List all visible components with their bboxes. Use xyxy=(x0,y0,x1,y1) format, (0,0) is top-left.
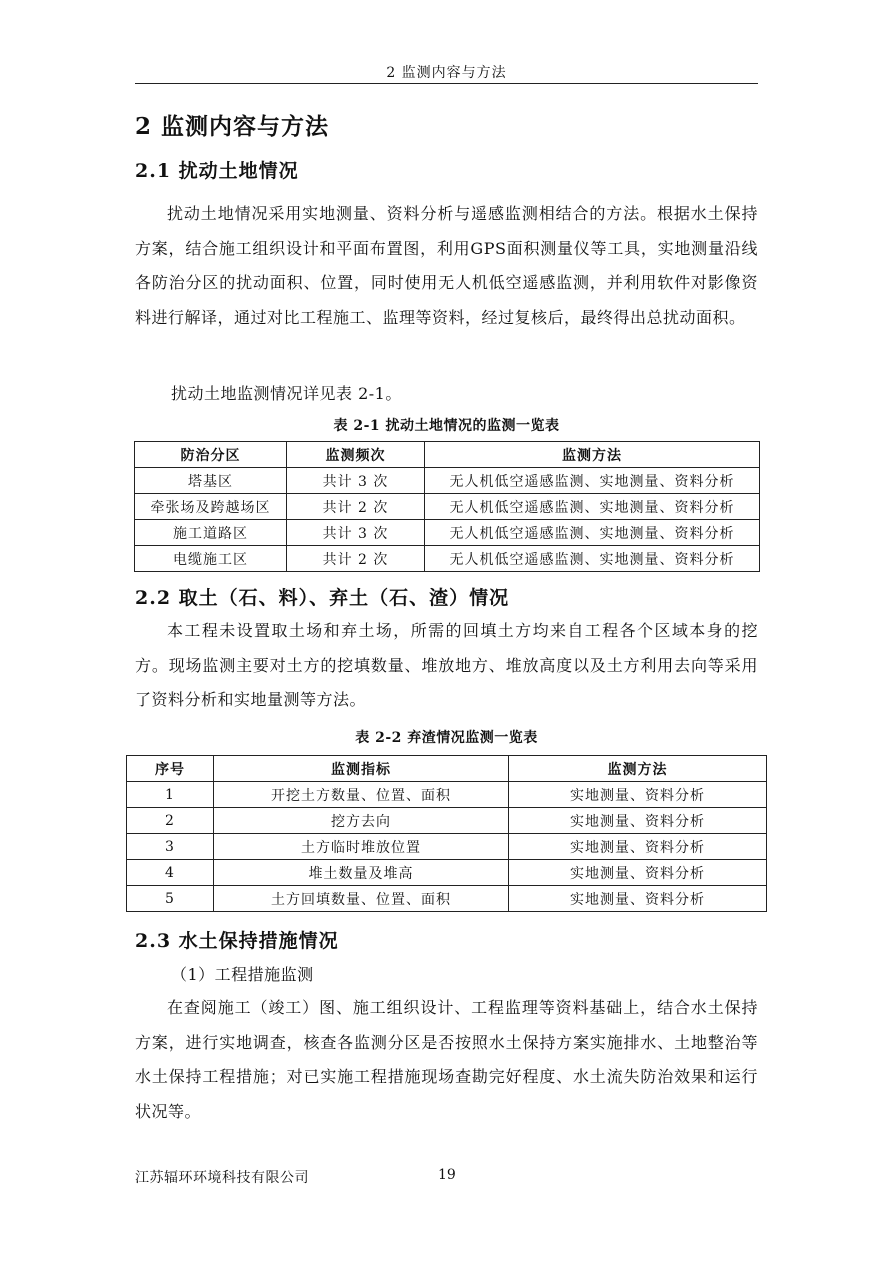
running-header: 2 监测内容与方法 xyxy=(386,65,507,81)
table-row xyxy=(135,494,760,520)
table-cell: 2 xyxy=(127,808,214,834)
table-cell: 电缆施工区 xyxy=(135,546,287,572)
table-cell: 共计 2 次 xyxy=(287,494,425,520)
footer-company: 江苏辐环环境科技有限公司 xyxy=(135,1170,309,1186)
table-header-row xyxy=(127,756,767,782)
table-cell: 共计 3 次 xyxy=(287,468,425,494)
table-row xyxy=(135,468,760,494)
table-cell: 塔基区 xyxy=(135,468,287,494)
table-cell: 5 xyxy=(127,886,214,912)
table-header-cell: 序号 xyxy=(127,756,214,782)
table-2-1 xyxy=(134,441,760,572)
table-cell: 实地测量、资料分析 xyxy=(509,808,767,834)
section-2-3-paragraph: 在查阅施工（竣工）图、施工组织设计、工程监理等资料基础上，结合水土保持方案，进行实地调查，核查各监测分区是否按照水土保持方案实施排水、土地整治等水土保持工程措施；对已实施工程措施现场查勘完好程度、水土流失防治效果和运行状况等。 xyxy=(135,998,758,1121)
subsection-item: （1）工程措施监测 xyxy=(171,965,314,984)
table-cell: 挖方去向 xyxy=(214,808,509,834)
header-divider xyxy=(135,83,758,84)
table-cell: 实地测量、资料分析 xyxy=(509,834,767,860)
table-row xyxy=(127,886,767,912)
section-title-2-2: 2.2 取土（石、料）、弃土（石、渣）情况 xyxy=(135,587,510,609)
table-2-1-caption: 表 2-1 扰动土地情况的监测一览表 xyxy=(333,418,560,434)
table-header-cell: 监测频次 xyxy=(287,442,425,468)
table-cell: 无人机低空遥感监测、实地测量、资料分析 xyxy=(425,520,760,546)
table-cell: 4 xyxy=(127,860,214,886)
table-header-row xyxy=(135,442,760,468)
table-cell: 共计 2 次 xyxy=(287,546,425,572)
table-row xyxy=(127,834,767,860)
section-2-2-paragraph: 本工程未设置取土场和弃土场，所需的回填土方均来自工程各个区域本身的挖方。现场监测主要对土方的挖填数量、堆放地方、堆放高度以及土方利用去向等采用了资料分析和实地量测等方法。 xyxy=(135,621,758,709)
table-cell: 施工道路区 xyxy=(135,520,287,546)
table-row xyxy=(127,808,767,834)
table-header-cell: 监测指标 xyxy=(214,756,509,782)
table-2-2 xyxy=(126,755,767,912)
page-number: 19 xyxy=(438,1167,456,1183)
section-title-2-1: 2.1 扰动土地情况 xyxy=(135,160,299,182)
table-row xyxy=(127,782,767,808)
table-header-cell: 监测方法 xyxy=(425,442,760,468)
table-cell: 3 xyxy=(127,834,214,860)
table-cell: 堆土数量及堆高 xyxy=(214,860,509,886)
table-cell: 实地测量、资料分析 xyxy=(509,886,767,912)
table-cell: 实地测量、资料分析 xyxy=(509,782,767,808)
section-title-2-3: 2.3 水土保持措施情况 xyxy=(135,930,339,952)
table-row xyxy=(135,546,760,572)
table-cell: 无人机低空遥感监测、实地测量、资料分析 xyxy=(425,468,760,494)
table-cell: 共计 3 次 xyxy=(287,520,425,546)
table-row xyxy=(135,520,760,546)
table-cell: 开挖土方数量、位置、面积 xyxy=(214,782,509,808)
table-header-cell: 监测方法 xyxy=(509,756,767,782)
table-cell: 无人机低空遥感监测、实地测量、资料分析 xyxy=(425,494,760,520)
table-cell: 无人机低空遥感监测、实地测量、资料分析 xyxy=(425,546,760,572)
table-cell: 土方回填数量、位置、面积 xyxy=(214,886,509,912)
table-cell: 土方临时堆放位置 xyxy=(214,834,509,860)
table-row xyxy=(127,860,767,886)
table-cell: 实地测量、资料分析 xyxy=(509,860,767,886)
table-cell: 牵张场及跨越场区 xyxy=(135,494,287,520)
table-header-cell: 防治分区 xyxy=(135,442,287,468)
table-cell: 1 xyxy=(127,782,214,808)
chapter-title: 2 监测内容与方法 xyxy=(135,113,330,140)
table-2-1-reference: 扰动土地监测情况详见表 2-1。 xyxy=(171,384,402,403)
section-2-1-paragraph: 扰动土地情况采用实地测量、资料分析与遥感监测相结合的方法。根据水土保持方案，结合施工组织设计和平面布置图，利用GPS面积测量仪等工具，实地测量沿线各防治分区的扰动面积、位置，同时使用无人机低空遥感监测，并利用软件对影像资料进行解译，通过对比工程施工、监理等资料，经过复核后，最终得出总扰动面积。 xyxy=(135,204,758,327)
table-2-2-caption: 表 2-2 弃渣情况监测一览表 xyxy=(355,730,538,746)
